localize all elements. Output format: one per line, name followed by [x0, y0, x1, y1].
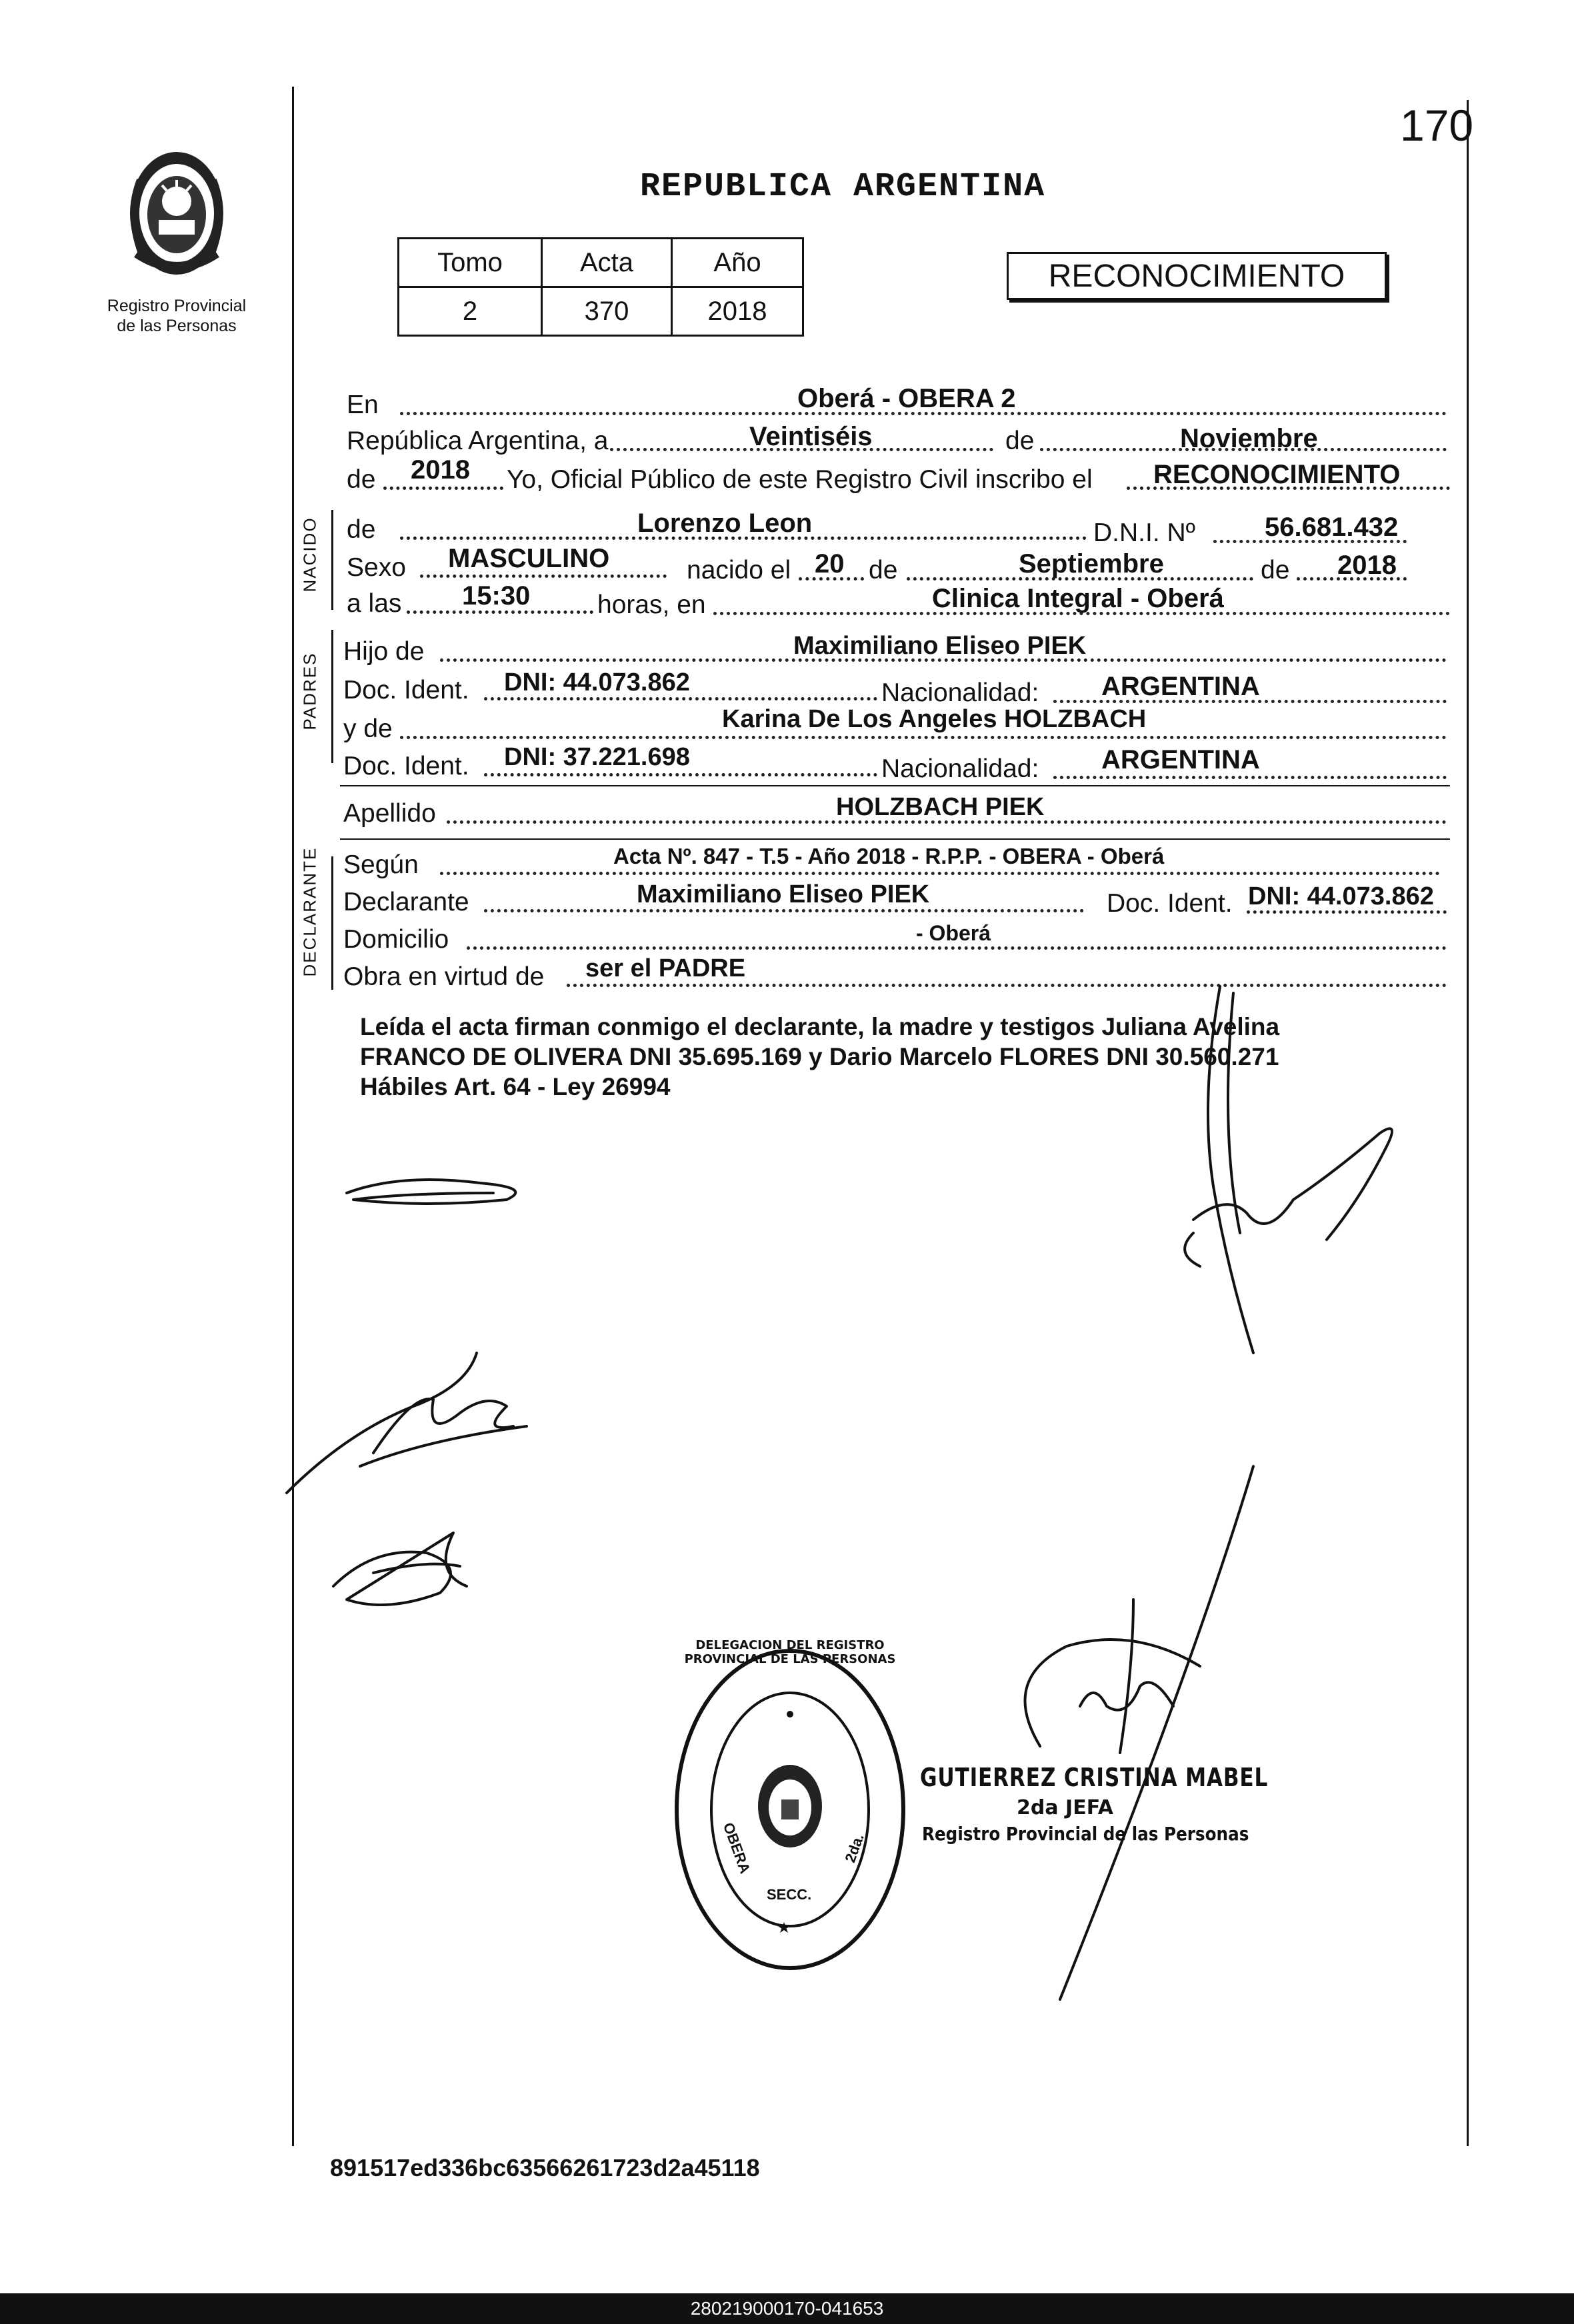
section-label-declarante: DECLARANTE: [299, 846, 320, 977]
value-declarante-doc: DNI: 44.073.862: [1248, 882, 1434, 910]
label-en: En: [347, 391, 379, 419]
logo-text-1: Registro Provincial: [107, 297, 247, 315]
value-madre-doc: DNI: 37.221.698: [504, 743, 690, 771]
page-number: 170: [1400, 101, 1474, 150]
value-lugar-nac: Clinica Integral - Oberá: [932, 584, 1224, 613]
label-nacionalidad-2: Nacionalidad:: [881, 754, 1039, 783]
signature-5: [1025, 1466, 1254, 1999]
value-dia: Veintiséis: [749, 422, 873, 451]
label-a-las: a las: [347, 589, 402, 618]
closing-line-2: FRANCO DE OLIVERA DNI 35.695.169 y Dario Marcelo FLORES DNI 30.560.271: [360, 1043, 1279, 1070]
value-madre-nac: ARGENTINA: [1101, 745, 1260, 774]
label-de-4: de: [869, 556, 898, 584]
section-label-nacido: NACIDO: [299, 517, 320, 592]
label-nacionalidad-1: Nacionalidad:: [881, 678, 1039, 707]
table-cell: 370: [542, 287, 672, 336]
table-header: Año: [672, 239, 803, 287]
label-doc-ident-2: Doc. Ident.: [343, 752, 469, 780]
value-padre-nac: ARGENTINA: [1101, 672, 1260, 701]
footer-code: 280219000170-041653: [690, 2298, 884, 2319]
value-segun: Acta Nº. 847 - T.5 - Año 2018 - R.P.P. - OBERA - Oberá: [613, 844, 1165, 868]
value-sexo: MASCULINO: [448, 544, 610, 573]
label-horas-en: horas, en: [597, 590, 706, 619]
table-cell: 2018: [672, 287, 803, 336]
label-hijo-de: Hijo de: [343, 637, 425, 666]
value-madre: Karina De Los Angeles HOLZBACH: [722, 705, 1147, 733]
stamp-inner-left: OBERA: [719, 1820, 754, 1876]
value-anio-nac: 2018: [1337, 551, 1397, 580]
value-mes: Noviembre: [1180, 424, 1318, 453]
label-y-de: y de: [343, 714, 393, 743]
label-dni: D.N.I. Nº: [1093, 519, 1195, 547]
stamp-inner-bottom: SECC.: [767, 1886, 812, 1903]
closing-line-3: Hábiles Art. 64 - Ley 26994: [360, 1073, 671, 1100]
value-mes-nac: Septiembre: [1019, 549, 1164, 579]
document-hash: 891517ed336bc63566261723d2a45118: [330, 2154, 760, 2181]
stamp-inner-right: 2da.: [841, 1831, 867, 1865]
round-stamp: [667, 1640, 913, 1979]
label-de-5: de: [1261, 556, 1290, 584]
value-nombre: Lorenzo Leon: [637, 509, 813, 538]
official-role: 2da JEFA: [1017, 1796, 1113, 1819]
label-declarante: Declarante: [343, 888, 469, 916]
official-name: GUTIERREZ CRISTINA MABEL: [920, 1763, 1269, 1792]
value-lugar: Oberá - OBERA 2: [797, 384, 1016, 413]
value-hora: 15:30: [462, 581, 531, 610]
value-declarante: Maximiliano Eliseo PIEK: [637, 880, 930, 908]
section-label-padres: PADRES: [299, 652, 320, 730]
label-segun: Según: [343, 850, 419, 879]
value-padre-doc: DNI: 44.073.862: [504, 668, 690, 696]
value-domicilio: - Oberá: [916, 921, 991, 945]
value-dni: 56.681.432: [1265, 513, 1399, 542]
table-header: Acta: [542, 239, 672, 287]
label-apellido: Apellido: [343, 799, 436, 828]
act-type-label: RECONOCIMIENTO: [1048, 259, 1345, 294]
closing-line-1: Leída el acta firman conmigo el declarante, la madre y testigos Juliana Avelina: [360, 1013, 1280, 1040]
registry-seal-icon: [667, 1640, 913, 1979]
value-apellido: HOLZBACH PIEK: [836, 793, 1045, 821]
value-obra-en-virtud: ser el PADRE: [585, 954, 746, 982]
label-yo: Yo, Oficial Público de este Registro Civil inscribo el: [507, 465, 1093, 494]
value-anio: 2018: [411, 455, 470, 485]
label-de-1: de: [1005, 427, 1035, 455]
table-header: Tomo: [399, 239, 542, 287]
label-de-2: de: [347, 465, 376, 494]
label-obra-en-virtud: Obra en virtud de: [343, 962, 545, 991]
signature-2: [287, 1353, 527, 1493]
table-cell: 2: [399, 287, 542, 336]
logo-text-2: de las Personas: [117, 317, 237, 335]
label-de-3: de: [347, 515, 376, 544]
signature-3: [333, 1533, 467, 1605]
value-padre: Maximiliano Eliseo PIEK: [793, 632, 1087, 660]
official-office: Registro Provincial de las Personas: [922, 1823, 1249, 1845]
value-dia-nac: 20: [815, 549, 845, 579]
label-doc-ident-3: Doc. Ident.: [1107, 889, 1233, 918]
stamp-outer-text: DELEGACION DEL REGISTRO PROVINCIAL DE LAS PERSONAS: [684, 1638, 896, 1666]
label-republica: República Argentina, a: [347, 427, 609, 455]
footer-bar: [0, 2293, 1574, 2324]
label-doc-ident-1: Doc. Ident.: [343, 676, 469, 704]
signature-1: [347, 1180, 515, 1204]
signature-4: [1185, 986, 1392, 1353]
label-nacido-el: nacido el: [687, 556, 791, 584]
label-sexo: Sexo: [347, 553, 406, 582]
page-title: REPUBLICA ARGENTINA: [640, 168, 1046, 206]
value-tipo-acto: RECONOCIMIENTO: [1153, 460, 1401, 489]
label-domicilio: Domicilio: [343, 925, 449, 954]
